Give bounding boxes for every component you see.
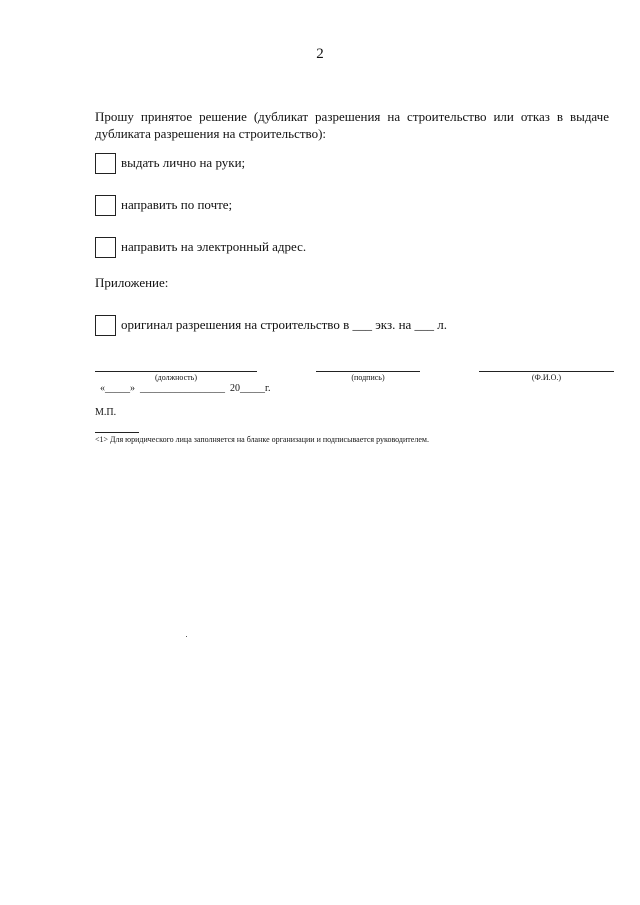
- post-delivery-checkbox[interactable]: [95, 195, 116, 216]
- signature-line[interactable]: [316, 371, 420, 372]
- option-label: выдать лично на руки;: [121, 155, 246, 170]
- footnote-divider: [95, 432, 139, 433]
- stamp-label: М.П.: [95, 407, 117, 418]
- signature-caption: (подпись): [351, 373, 385, 382]
- date-line[interactable]: «_____» _________________ 20_____г.: [100, 383, 271, 394]
- full-name-line[interactable]: [479, 371, 614, 372]
- request-intro-text: Прошу принятое решение (дубликат разрешения на строительство или отказ в выдаче дубликата разрешения на строительство):: [95, 109, 609, 141]
- appendix-item[interactable]: [95, 313, 447, 337]
- option-post-delivery[interactable]: [95, 193, 232, 217]
- hand-delivery-checkbox[interactable]: [95, 153, 116, 174]
- email-delivery-checkbox[interactable]: [95, 237, 116, 258]
- page-number: 2: [316, 46, 324, 62]
- footnote: <1> Для юридического лица заполняется на бланке организации и подписывается руководителем.: [95, 435, 429, 444]
- appendix-heading: Приложение:: [95, 275, 169, 290]
- option-label: направить по почте;: [121, 197, 233, 212]
- appendix-item-label: оригинал разрешения на строительство в ___ экз. на ___ л.: [121, 317, 448, 332]
- full-name-caption: (Ф.И.О.): [531, 373, 562, 382]
- scan-speck: [186, 636, 187, 637]
- position-line[interactable]: [95, 371, 257, 372]
- option-label: направить на электронный адрес.: [121, 239, 307, 254]
- option-hand-delivery[interactable]: [95, 151, 245, 175]
- appendix-item-checkbox[interactable]: [95, 315, 116, 336]
- option-email-delivery[interactable]: [95, 235, 306, 259]
- position-caption: (должность): [155, 373, 197, 382]
